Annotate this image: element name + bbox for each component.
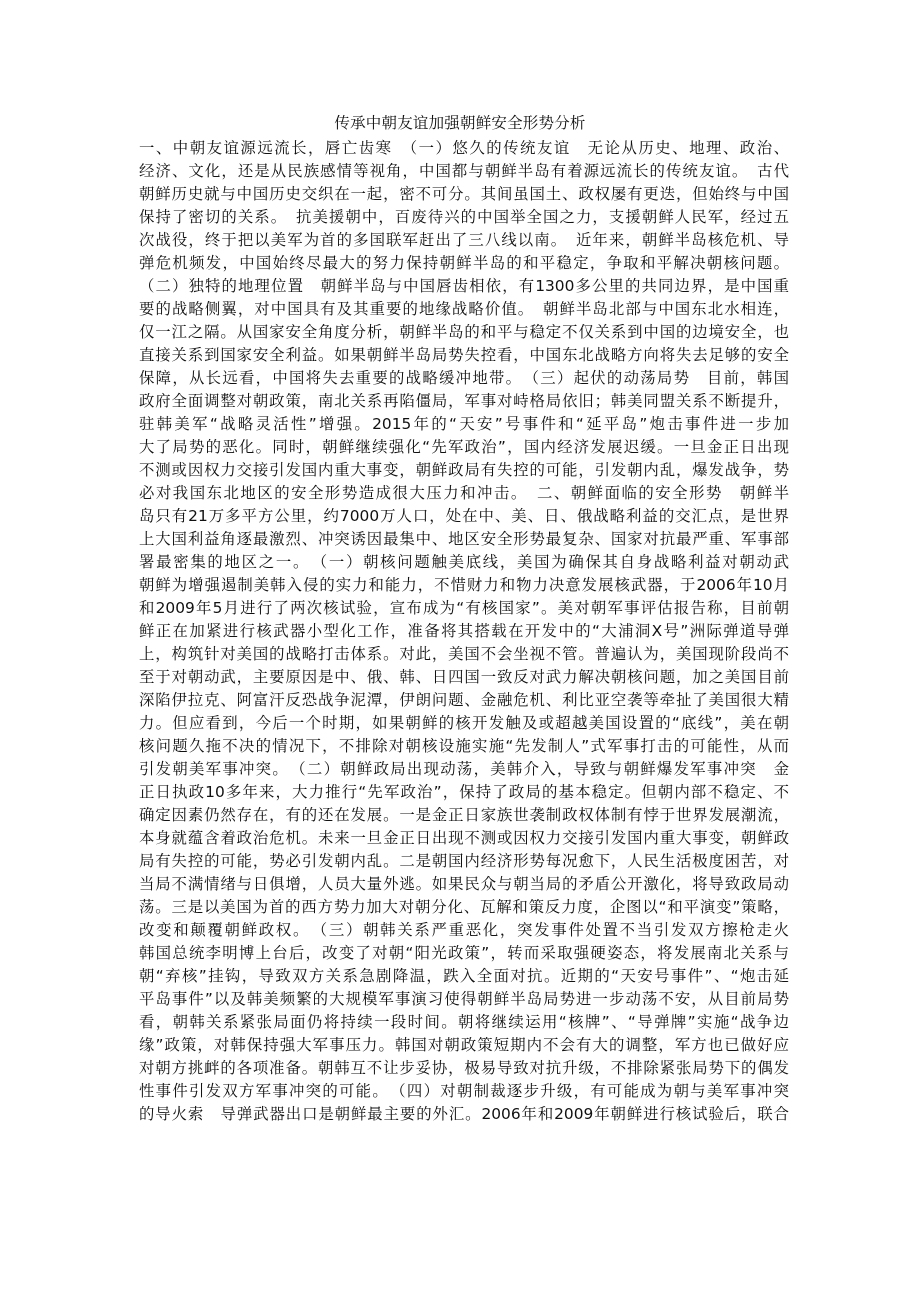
body-line: 力。但应看到，今后一个时期，如果朝鲜的核开发触及或超越美国设置的“底线”，美在朝 [139, 714, 789, 732]
body-line: 正日执政10多年来，大力推行“先军政治”，保持了政局的基本稳定。但朝内部不稳定、不 [139, 783, 789, 801]
body-line: 朝“弃核”挂钩，导致双方关系急剧降温，跌入全面对抗。近期的“天安号事件”、“炮击延 [139, 967, 789, 985]
body-line: 次战役，终于把以美军为首的多国联军赶出了三八线以南。 近年来，朝鲜半岛核危机、导 [139, 231, 789, 249]
body-line: 和2009年5月进行了两次核试验，宣布成为“有核国家”。美对朝军事评估报告称，目前朝 [139, 599, 789, 617]
body-line: 经济、文化，还是从民族感情等视角，中国都与朝鲜半岛有着源远流长的传统友谊。 古代 [139, 162, 789, 180]
body-line: 看，朝韩关系紧张局面仍将持续一段时间。朝将继续运用“核牌”、“导弹牌”实施“战争边 [139, 1013, 789, 1031]
body-line: 确定因素仍然存在，有的还在发展。一是金正日家族世袭制政权体制有悖于世界发展潮流， [139, 806, 789, 824]
body-line: 要的战略侧翼，对中国具有及其重要的地缘战略价值。 朝鲜半岛北部与中国东北水相连， [139, 300, 789, 318]
document-title: 传承中朝友谊加强朝鲜安全形势分析 [334, 114, 586, 132]
body-line: 性事件引发双方军事冲突的可能。 （四）对朝制裁逐步升级，有可能成为朝与美军事冲突 [139, 1082, 789, 1100]
body-line: 至于对朝动武，主要原因是中、俄、韩、日四国一致反对武力解决朝核问题，加之美国目前 [139, 668, 789, 686]
body-line: 局有失控的可能，势必引发朝内乱。二是朝国内经济形势每况愈下，人民生活极度困苦，对 [139, 852, 789, 870]
body-line: 不测或因权力交接引发国内重大事变，朝鲜政局有失控的可能，引发朝内乱，爆发战争，势 [139, 461, 789, 479]
body-line: 岛只有21万多平方公里，约7000万人口，处在中、美、日、俄战略利益的交汇点，是世界 [139, 507, 789, 525]
body-line: 弹危机频发，中国始终尽最大的努力保持朝鲜半岛的和平稳定，争取和平解决朝核问题。 [139, 254, 789, 272]
body-line: 必对我国东北地区的安全形势造成很大压力和冲击。 二、朝鲜面临的安全形势 朝鲜半 [139, 484, 789, 502]
body-line: 荡。三是以美国为首的西方势力加大对朝分化、瓦解和策反力度，企图以“和平演变”策略， [139, 898, 789, 916]
body-line: 直接关系到国家安全利益。如果朝鲜半岛局势失控看，中国东北战略方向将失去足够的安全 [139, 346, 789, 364]
body-line: 本身就蕴含着政治危机。未来一旦金正日出现不测或因权力交接引发国内重大事变，朝鲜政 [139, 829, 789, 847]
body-line: 韩国总统李明博上台后，改变了对朝“阳光政策”，转而采取强硬姿态，将发展南北关系与 [139, 944, 789, 962]
body-line: 上，构筑针对美国的战略打击体系。对此，美国不会坐视不管。普遍认为，美国现阶段尚不 [139, 645, 789, 663]
body-line: 仅一江之隔。从国家安全角度分析，朝鲜半岛的和平与稳定不仅关系到中国的边境安全，也 [139, 323, 789, 341]
body-line: 平岛事件”以及韩美频繁的大规模军事演习使得朝鲜半岛局势进一步动荡不安，从目前局势 [139, 990, 789, 1008]
body-line: 对朝方挑衅的各项准备。朝韩互不让步妥协，极易导致对抗升级，不排除紧张局势下的偶发 [139, 1059, 789, 1077]
body-line: 朝鲜历史就与中国历史交织在一起，密不可分。其间虽国土、政权屡有更迭，但始终与中国 [139, 185, 789, 203]
body-line: 驻韩美军“战略灵活性”增强。2015年的“天安”号事件和“延平岛”炮击事件进一步加 [139, 415, 789, 433]
body-line: 政府全面调整对朝政策，南北关系再陷僵局，军事对峙格局依旧；韩美同盟关系不断提升， [139, 392, 789, 410]
body-line: 引发朝美军事冲突。 （二）朝鲜政局出现动荡，美韩介入，导致与朝鲜爆发军事冲突 金 [139, 760, 789, 778]
body-line: 鲜正在加紧进行核武器小型化工作，准备将其搭载在开发中的“大浦洞X号”洲际弹道导弹 [139, 622, 789, 640]
body-line: 保障，从长远看，中国将失去重要的战略缓冲地带。 （三）起伏的动荡局势 目前，韩国 [139, 369, 789, 387]
body-line: （二）独特的地理位置 朝鲜半岛与中国唇齿相依，有1300多公里的共同边界，是中国重 [139, 277, 789, 295]
body-line: 缘”政策，对韩保持强大军事压力。韩国对朝政策短期内不会有大的调整，军方也已做好应 [139, 1036, 789, 1054]
body-line: 核问题久拖不决的情况下，不排除对朝核设施实施“先发制人”式军事打击的可能性，从而 [139, 737, 789, 755]
body-line: 一、中朝友谊源远流长，唇亡齿寒 （一）悠久的传统友谊 无论从历史、地理、政治、 [139, 139, 789, 157]
body-line: 朝鲜为增强遏制美韩入侵的实力和能力，不惜财力和物力决意发展核武器，于2006年10月 [139, 576, 789, 594]
body-line: 当局不满情绪与日俱增，人员大量外逃。如果民众与朝当局的矛盾公开激化，将导致政局动 [139, 875, 789, 893]
body-line: 深陷伊拉克、阿富汗反恐战争泥潭，伊朗问题、金融危机、利比亚空袭等牵扯了美国很大精 [139, 691, 789, 709]
body-line: 的导火索 导弹武器出口是朝鲜最主要的外汇。2006年和2009年朝鲜进行核试验后，联合 [139, 1105, 789, 1123]
document-body [139, 137, 789, 1126]
body-line: 改变和颠覆朝鲜政权。 （三）朝韩关系严重恶化，突发事件处置不当引发双方擦枪走火 [139, 921, 789, 939]
body-line: 署最密集的地区之一。 （一）朝核问题触美底线，美国为确保其自身战略利益对朝动武 [139, 553, 789, 571]
body-line: 大了局势的恶化。同时，朝鲜继续强化“先军政治”，国内经济发展迟缓。一旦金正日出现 [139, 438, 789, 456]
body-line: 保持了密切的关系。 抗美援朝中，百废待兴的中国举全国之力，支援朝鲜人民军，经过五 [139, 208, 789, 226]
body-line: 上大国利益角逐最激烈、冲突诱因最集中、地区安全形势最复杂、国家对抗最严重、军事部 [139, 530, 789, 548]
